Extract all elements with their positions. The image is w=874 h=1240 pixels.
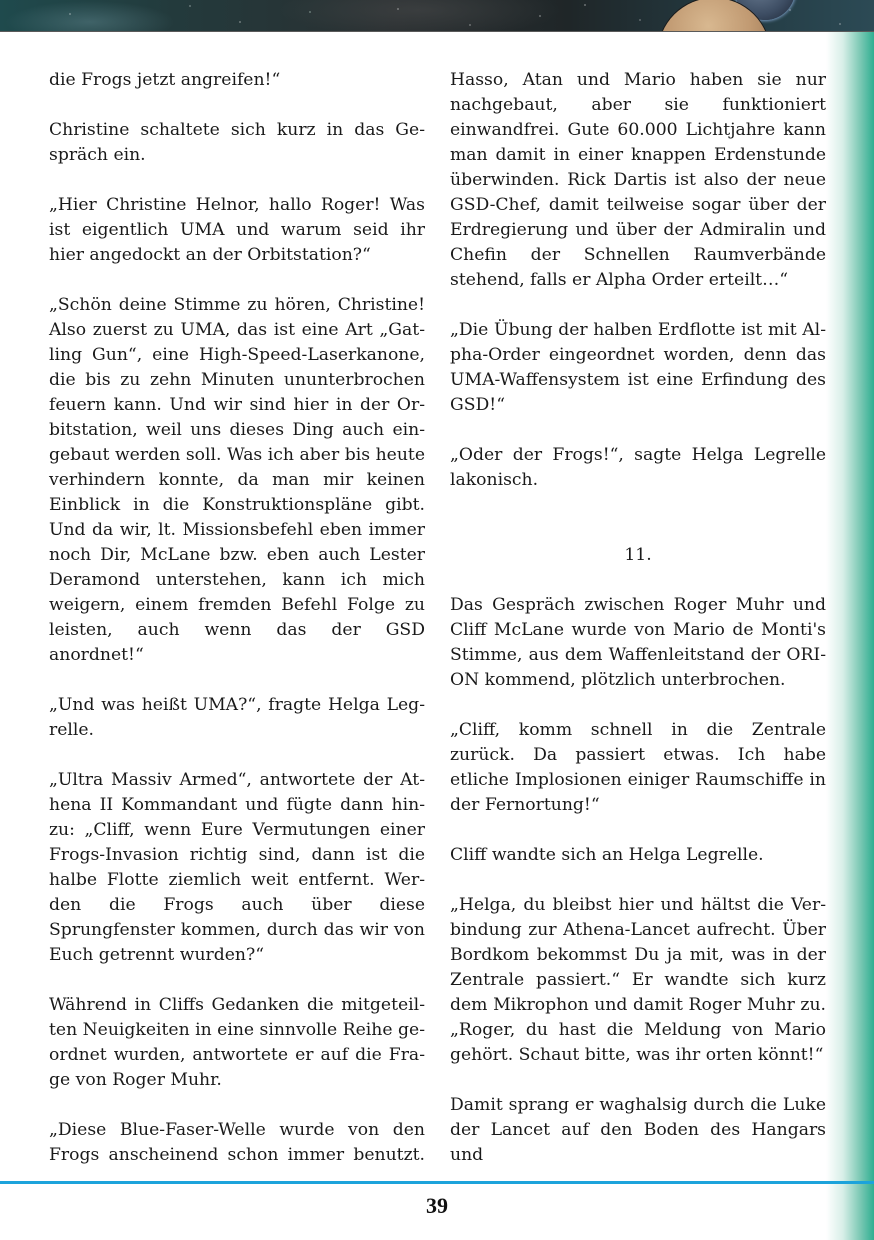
page-number: 39: [426, 1193, 448, 1218]
banner-divider: [0, 31, 874, 32]
paragraph: Hasso, Atan und Mario haben sie nur nachgebaut, aber sie funktioniert einwandfrei. Gute 60.000 Lichtjahre kann man damit in einer knappen Erdenstunde überwinden. Rick Dartis ist also der neue GSD-Chef, damit teilweise sogar über der Erdregierung und über der Admiralin und Chefin der Schnellen Raumverbände stehend, falls er Alpha Order erteilt…“: [450, 70, 826, 290]
chapter-heading: 11.: [624, 545, 652, 565]
paragraph: „Schön deine Stimme zu hören, Christine! Also zuerst zu UMA, das ist eine Art „Gatling Gun“, eine High-Speed-Laserkanone, die bis zu zehn Minuten ununterbrochen feuern kann. Und wir sind hier in der Orbitstation, weil uns dieses Ding auch eingebaut werden soll. Was ich aber bis heute verhindern konnte, da man mir keinen Einblick in die Konstruktionspläne gibt. Und da wir, lt. Missionsbefehl eben immer noch Dir, McLane bzw. eben auch Lester Deramond unterstehen, kann ich mich weigern, einem fremden Befehl Folge zu leisten, auch wenn das der GSD anordnet!“: [49, 295, 425, 665]
paragraph: „Oder der Frogs!“, sagte Helga Legrelle lakonisch.: [450, 445, 826, 490]
right-text-column: [450, 68, 826, 1193]
paragraph: „Ultra Massiv Armed“, antwortete der Athena II Kommandant und fügte dann hinzu: „Cliff, wenn Eure Vermutungen einer Frogs-Invasion richtig sind, dann ist die halbe Flotte ziemlich weit entfernt. Werden die Frogs auch über diese Sprungfenster kommen, durch das wir von Euch getrennt wurden?“: [49, 770, 425, 965]
paragraph: „Hier Christine Helnor, hallo Roger! Was ist eigentlich UMA und warum seid ihr hier angedockt an der Orbitstation?“: [49, 195, 425, 265]
paragraph: „Diese Blue-Faser-Welle wurde von den Frogs anscheinend schon immer benutzt.: [49, 1120, 425, 1165]
paragraph: „Cliff, komm schnell in die Zentrale zurück. Da passiert etwas. Ich habe etliche Implosionen einiger Raumschiffe in der Fernortung!“: [450, 720, 826, 815]
paragraph: die Frogs jetzt angreifen!“: [49, 70, 281, 90]
paragraph: „Und was heißt UMA?“, fragte Helga Legrelle.: [49, 695, 425, 740]
footer-divider: [0, 1181, 874, 1184]
paragraph: Cliff wandte sich an Helga Legrelle.: [450, 845, 764, 865]
header-banner: [0, 0, 874, 32]
left-text-column: [49, 68, 425, 1193]
paragraph: Das Gespräch zwischen Roger Muhr und Cliff McLane wurde von Mario de Monti's Stimme, aus dem Waffenleitstand der ORION kommend, plötzlich unterbrochen.: [450, 595, 826, 690]
side-decoration-strip: [826, 32, 874, 1240]
paragraph: Damit sprang er waghalsig durch die Luke der Lancet auf den Boden des Hangars und: [450, 1095, 826, 1165]
paragraph: „Die Übung der halben Erdflotte ist mit Alpha-Order eingeordnet worden, denn das UMA-Waffensystem ist eine Erfindung des GSD!“: [450, 320, 826, 415]
paragraph: Christine schaltete sich kurz in das Gespräch ein.: [49, 120, 425, 165]
paragraph: „Helga, du bleibst hier und hältst die Verbindung zur Athena-Lancet aufrecht. Über Bordkom bekommst Du ja mit, was in der Zentrale passiert.“ Er wandte sich kurz dem Mikrophon und damit Roger Muhr zu. „Roger, du hast die Meldung von Mario gehört. Schaut bitte, was ihr orten könnt!“: [450, 895, 826, 1065]
paragraph: Während in Cliffs Gedanken die mitgeteilten Neuigkeiten in eine sinnvolle Reihe geordnet wurden, antwortete er auf die Frage von Roger Muhr.: [49, 995, 425, 1090]
